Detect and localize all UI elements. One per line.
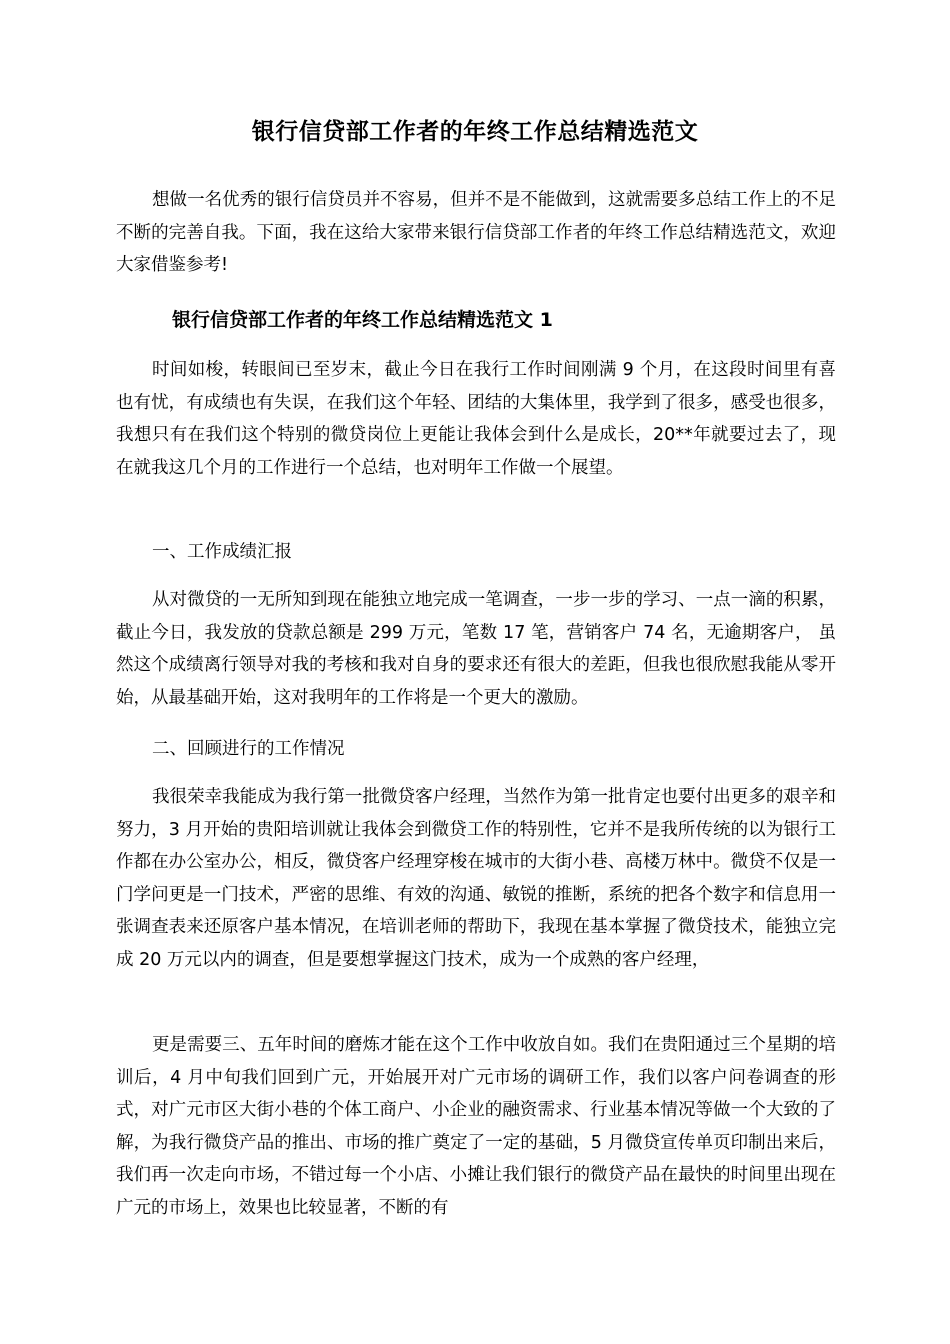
section-title-2: 二、回顾进行的工作情况 bbox=[152, 739, 345, 759]
body-paragraph-1: 时间如梭，转眼间已至岁末，截止今日在我行工作时间刚满 9 个月，在这段时间里有喜也有忧，有成绩也有失误，在我们这个年轻、团结的大集体里，我学到了很多，感受也很多，我想只有在我们这个特别的微贷岗位上更能让我体会到什么是成长，20**年就要过去了，现在就我这几个月的工作进行一个总结，也对明年工作做一个展望。 bbox=[116, 360, 836, 478]
section-title-1: 一、工作成绩汇报 bbox=[152, 542, 292, 562]
body-paragraph-4: 更是需要三、五年时间的磨炼才能在这个工作中收放自如。我们在贵阳通过三个星期的培训后，4 月中旬我们回到广元，开始展开对广元市场的调研工作，我们以客户问卷调查的形式，对广元市区大街小巷的个体工商户、小企业的融资需求、行业基本情况等做一个大致的了解，为我行微贷产品的推出、市场的推广奠定了一定的基础，5 月微贷宣传单页印制出来后，我们再一次走向市场，不错过每一个小店、小摊让我们银行的微贷产品在最快的时间里出现在广元的市场上，效果也比较显著，不断的有 bbox=[116, 1035, 836, 1218]
body-paragraph-2: 从对微贷的一无所知到现在能独立地完成一笔调查，一步一步的学习、一点一滴的积累，截止今日，我发放的贷款总额是 299 万元，笔数 17 笔，营销客户 74 名，无逾期客户， 虽然这个成绩离行领导对我的考核和我对自身的要求还有很大的差距，但我也很欣慰我能从零开始，从最基础开始，这对我明年的工作将是一个更大的激励。 bbox=[116, 590, 836, 708]
body-paragraph-3: 我很荣幸我能成为我行第一批微贷客户经理，当然作为第一批肯定也要付出更多的艰辛和努力，3 月开始的贵阳培训就让我体会到微贷工作的特别性，它并不是我所传统的以为银行工作都在办公室办公，相反，微贷客户经理穿梭在城市的大街小巷、高楼万林中。微贷不仅是一门学问更是一门技术，严密的思维、有效的沟通、敏锐的推断，系统的把各个数字和信息用一张调查表来还原客户基本情况，在培训老师的帮助下，我现在基本掌握了微贷技术，能独立完成 20 万元以内的调查，但是要想掌握这门技术，成为一个成熟的客户经理， bbox=[116, 787, 836, 970]
section-heading: 银行信贷部工作者的年终工作总结精选范文 1 bbox=[172, 309, 553, 331]
document-title: 银行信贷部工作者的年终工作总结精选范文 bbox=[251, 119, 699, 145]
intro-paragraph: 想做一名优秀的银行信贷员并不容易，但并不是不能做到，这就需要多总结工作上的不足不断的完善自我。下面，我在这给大家带来银行信贷部工作者的年终工作总结精选范文，欢迎大家借鉴参考! bbox=[116, 190, 836, 275]
